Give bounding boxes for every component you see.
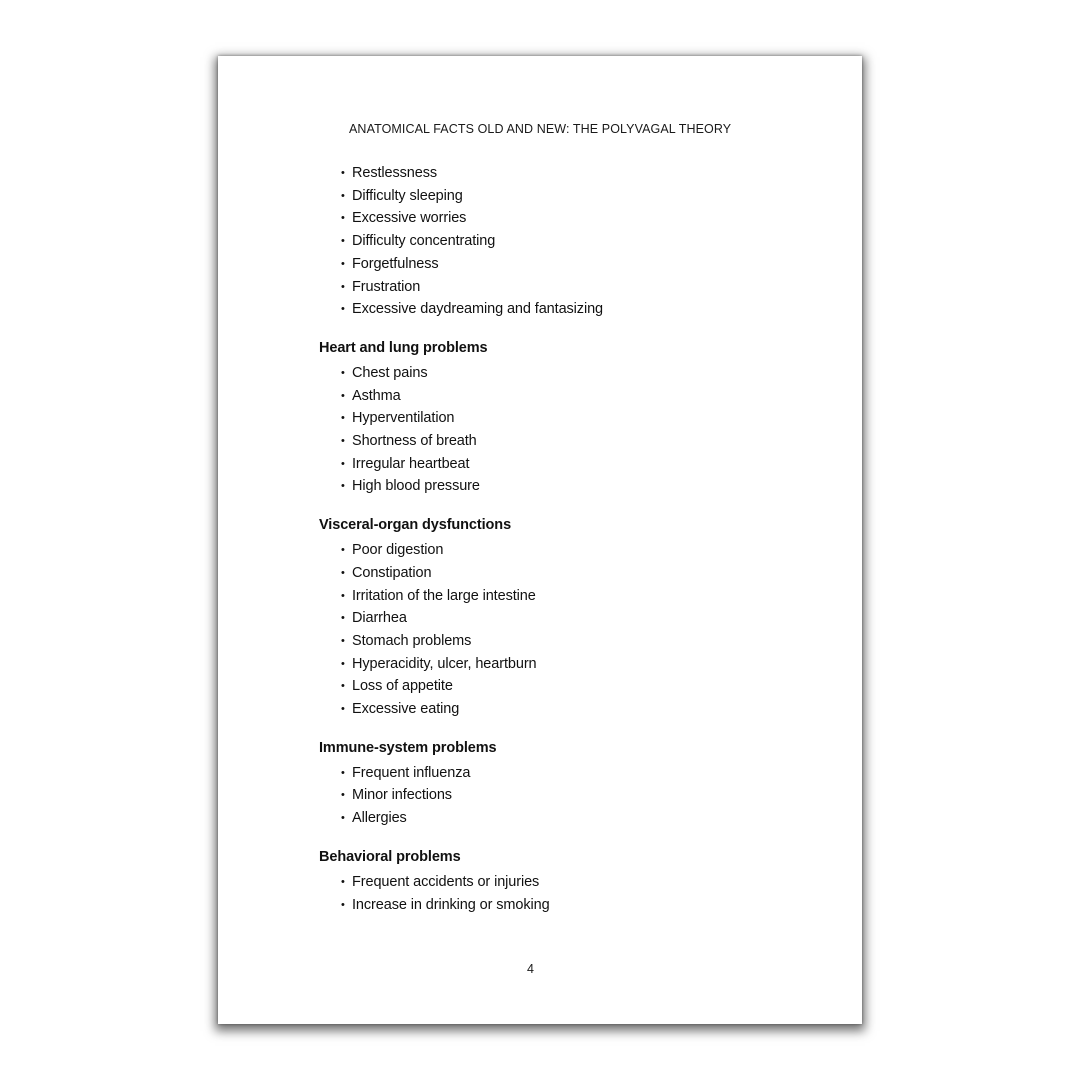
list-item (319, 453, 799, 476)
page-number: 4 (527, 962, 534, 976)
bullet-icon: • (341, 566, 345, 579)
document-page (218, 56, 862, 1024)
bullet-icon: • (341, 280, 345, 293)
list-item (319, 298, 799, 321)
list-item-text: Hyperacidity, ulcer, heartburn (352, 655, 537, 672)
bullet-icon: • (341, 167, 345, 179)
bullet-list (319, 362, 799, 498)
running-head: ANATOMICAL FACTS OLD AND NEW: THE POLYVAGAL THEORY (349, 122, 732, 136)
list-item (319, 784, 799, 807)
bullet-icon: • (341, 435, 345, 448)
bullet-icon: • (341, 303, 345, 316)
bullet-icon: • (341, 812, 345, 825)
bullet-icon: • (341, 235, 345, 248)
list-item (319, 807, 799, 830)
list-item-text: Asthma (352, 387, 401, 404)
bullet-list (319, 871, 799, 916)
bullet-icon: • (341, 412, 345, 425)
list-item (319, 430, 799, 453)
bullet-icon: • (341, 789, 345, 802)
bullet-icon: • (341, 389, 345, 402)
section-heading: Behavioral problems (319, 848, 461, 865)
list-item-text: Shortness of breath (352, 433, 477, 450)
section-heading: Immune-system problems (319, 739, 497, 756)
list-item-text: Increase in drinking or smoking (352, 896, 550, 913)
bullet-icon: • (341, 457, 345, 470)
list-item-text: Poor digestion (352, 542, 444, 559)
bullet-icon: • (341, 703, 345, 716)
bullet-icon: • (341, 875, 345, 888)
list-item (319, 630, 799, 653)
list-item (319, 207, 799, 230)
list-item-text: Minor infections (352, 787, 452, 804)
list-item (319, 385, 799, 408)
list-item (319, 276, 799, 299)
section (319, 162, 799, 321)
bullet-icon: • (341, 657, 345, 670)
bullet-list (319, 762, 799, 830)
list-item-text: Chest pains (352, 364, 428, 381)
bullet-icon: • (341, 212, 345, 225)
list-item-text: Restlessness (352, 165, 438, 181)
list-item (319, 475, 799, 498)
list-item-text: Difficulty sleeping (352, 187, 463, 204)
bullet-list (319, 162, 799, 321)
list-item-text: Irritation of the large intestine (352, 587, 536, 604)
bullet-icon: • (341, 612, 345, 625)
section (319, 848, 799, 916)
list-item (319, 162, 799, 185)
list-item-text: Constipation (352, 564, 432, 581)
bullet-icon: • (341, 257, 345, 270)
section-heading: Heart and lung problems (319, 339, 488, 356)
bullet-icon: • (341, 544, 345, 557)
bullet-icon: • (341, 766, 345, 779)
list-item (319, 871, 799, 894)
list-item (319, 539, 799, 562)
bullet-icon: • (341, 589, 345, 602)
list-item-text: Stomach problems (352, 632, 472, 649)
section (319, 739, 799, 830)
page-content (319, 162, 799, 916)
list-item (319, 698, 799, 721)
list-item (319, 562, 799, 585)
list-item-text: Excessive worries (352, 210, 467, 227)
list-item (319, 230, 799, 253)
bullet-icon: • (341, 898, 345, 911)
section (319, 339, 799, 498)
list-item-text: Allergies (352, 810, 407, 827)
section (319, 516, 799, 721)
list-item-text: Excessive eating (352, 701, 460, 718)
list-item-text: Excessive daydreaming and fantasizing (352, 301, 603, 318)
list-item (319, 653, 799, 676)
section-heading: Visceral-organ dysfunctions (319, 517, 512, 534)
list-item-text: Frequent influenza (352, 764, 471, 781)
list-item (319, 894, 799, 917)
list-item (319, 585, 799, 608)
bullet-icon: • (341, 634, 345, 647)
list-item (319, 675, 799, 698)
list-item (319, 407, 799, 430)
list-item-text: Difficulty concentrating (352, 233, 496, 250)
list-item-text: Frequent accidents or injuries (352, 873, 540, 890)
list-item-text: Forgetfulness (352, 255, 439, 272)
list-item (319, 185, 799, 208)
list-item-text: Diarrhea (352, 610, 407, 627)
bullet-icon: • (341, 680, 345, 693)
bullet-icon: • (341, 189, 345, 202)
list-item (319, 762, 799, 785)
list-item-text: High blood pressure (352, 478, 480, 495)
list-item-text: Frustration (352, 278, 421, 295)
list-item (319, 253, 799, 276)
list-item-text: Loss of appetite (352, 678, 453, 695)
list-item-text: Irregular heartbeat (352, 455, 470, 472)
list-item (319, 607, 799, 630)
bullet-icon: • (341, 366, 345, 379)
list-item (319, 362, 799, 385)
bullet-icon: • (341, 480, 345, 493)
list-item-text: Hyperventilation (352, 410, 455, 427)
bullet-list (319, 539, 799, 721)
